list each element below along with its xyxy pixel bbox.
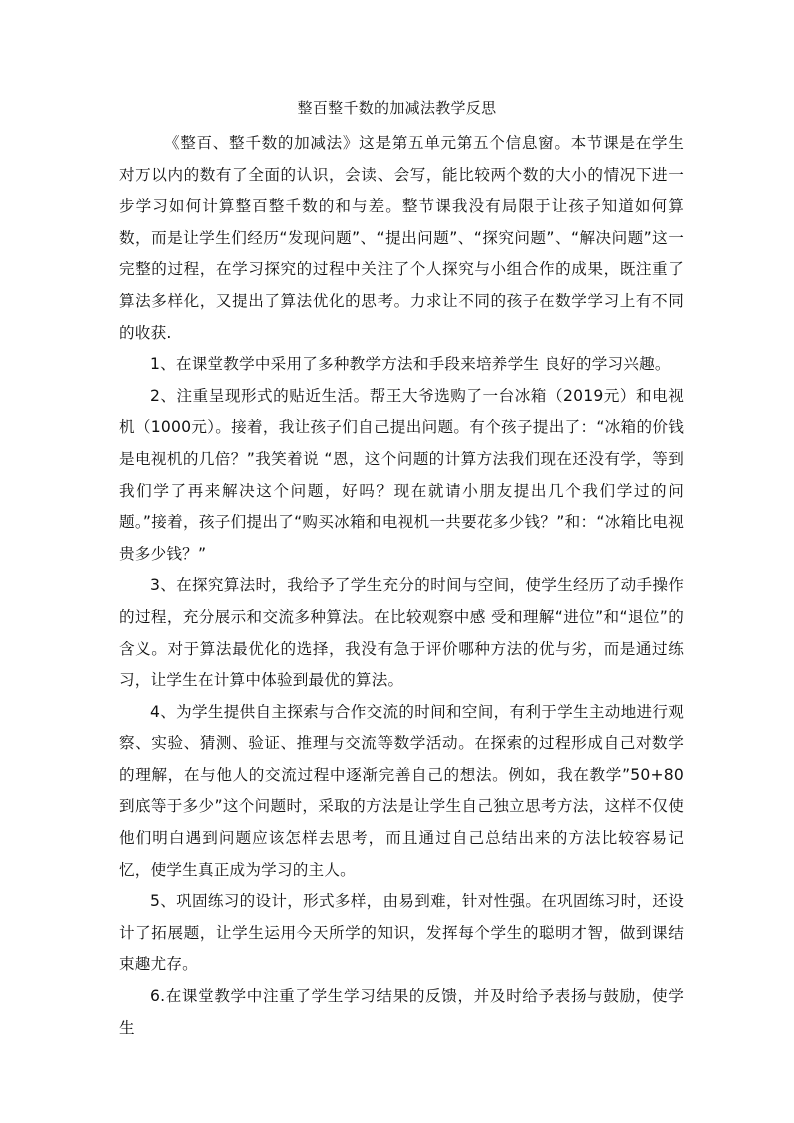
document-body — [119, 128, 684, 1044]
paragraph-4: 4、为学生提供自主探索与合作交流的时间和空间，有利于学生主动地进行观察、实验、猜测、验证、推理与交流等数学活动。在探索的过程形成自己对数学的理解，在与他人的交流过程中逐渐完善自己的想法。例如，我在教学”50+80到底等于多少”这个问题时，采取的方法是让学生自己独立思考方法，这样不仅使他们明白遇到问题应该怎样去思考，而且通过自己总结出来的方法比较容易记忆，使学生真正成为学习的主人。 — [119, 702, 684, 879]
paragraph-3: 3、在探究算法时，我给予了学生充分的时间与空间，使学生经历了动手操作的过程，充分展示和交流多种算法。在比较观察中感 受和理解“进位”和“退位”的含义。对于算法最优化的选择，我没有急于评价哪种方法的优与劣，而是通过练习，让学生在计算中体验到最优的算法。 — [119, 576, 684, 690]
paragraph-5: 5、巩固练习的设计，形式多样，由易到难，针对性强。在巩固练习时，还设计了拓展题，让学生运用今天所学的知识，发挥每个学生的聪明才智，做到课结束趣尤存。 — [119, 892, 684, 974]
paragraph-intro: 《整百、整千数的加减法》这是第五单元第五个信息窗。本节课是在学生对万以内的数有了全面的认识，会读、会写，能比较两个数的大小的情况下进一步学习如何计算整百整千数的和与差。整节课我没有局限于让孩子知道如何算数，而是让学生们经历“发现问题”、“提出问题”、“探究问题”、“解决问题”这一完整的过程，在学习探究的过程中关注了个人探究与小组合作的成果，既注重了算法多样化，又提出了算法优化的思考。力求让不同的孩子在数学学习上有不同的收获. — [119, 134, 684, 342]
paragraph-6: 6.在课堂教学中注重了学生学习结果的反馈，并及时给予表扬与鼓励，使学生 — [119, 987, 684, 1037]
paragraph-2: 2、注重呈现形式的贴近生活。帮王大爷选购了一台冰箱（2019元）和电视机（1000元）。接着，我让孩子们自己提出问题。有个孩子提出了：“冰箱的价钱是电视机的几倍？”我笑着说 “恩，这个问题的计算方法我们现在还没有学，等到我们学了再来解决这个问题，好吗？现在就请小朋友提出几个我们学过的问题。”接着，孩子们提出了“购买冰箱和电视机一共要花多少钱？”和：“冰箱比电视贵多少钱？” — [119, 386, 684, 563]
page-title: 整百整千数的加减法教学反思 — [297, 99, 497, 117]
paragraph-1: 1、在课堂教学中采用了多种教学方法和手段来培养学生 良好的学习兴趣。 — [150, 355, 671, 374]
